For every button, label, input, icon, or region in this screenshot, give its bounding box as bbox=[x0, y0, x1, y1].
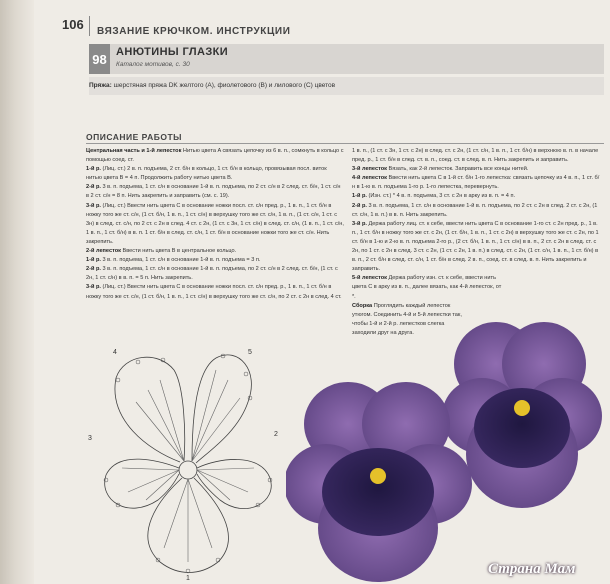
running-head: ВЯЗАНИЕ КРЮЧКОМ. ИНСТРУКЦИИ bbox=[97, 26, 291, 37]
instruction-text: Держа работу изн. ст. к себе, ввести нить цвета C в арку из в. п., далее вязать, как 4-й лепесток, от *. bbox=[352, 275, 502, 300]
instruction-lead: Сборка bbox=[352, 302, 373, 309]
instruction-text: Вязать, как 2-й лепесток. Заправить все концы нитей. bbox=[386, 166, 529, 173]
instruction-text: (Лиц. ст.) Ввести нить цвета C в основание ножки посл. ст. с/н пред. р., 1 в. п., 1 ст. б/н в ножку того же ст. с/н, (1 ст. б/н, 1 в. п., 1 ст. с/н) в верхушку того же ст. с/н, по 2 ст. с 2н в след. 4 ст. bbox=[86, 284, 342, 300]
instruction-lead: 3-й р. bbox=[86, 284, 101, 291]
instruction-lead: 2-й р. bbox=[86, 266, 101, 273]
pansy-left bbox=[286, 382, 472, 582]
instruction-text: Проглядить каждый лепесток утюгом. Соединить 4-й и 5-й лепестки так, чтобы 1-й и 2-й р. лепестков слегка заходили друг на друга. bbox=[352, 302, 462, 336]
instruction-paragraph bbox=[86, 147, 344, 165]
pansy-yellow-center bbox=[514, 400, 530, 416]
crochet-diagram bbox=[88, 340, 288, 580]
yarn-line bbox=[89, 82, 335, 89]
instruction-paragraph bbox=[86, 265, 344, 283]
instruction-lead: 5-й лепесток bbox=[352, 275, 387, 282]
instruction-paragraph bbox=[352, 147, 602, 165]
motif-catalog-ref: Каталог мотивов, с. 30 bbox=[116, 61, 190, 68]
instruction-lead: 2-й р. bbox=[352, 202, 367, 209]
instruction-text: (Лиц. ст.) Ввести нить цвета C в основание ножки посл. ст. с/н пред. р., 1 в. п., 1 ст. б/н в ножку того же ст. с/н, (1 ст. б/н, 1 в. п., 1 ст. с/н) в верхушку того же ст. с/н, 1 в. п., (1 ст. с/н, 1 ст. с 3н) в след. ст. с/н, по 2 ст. с 2н в след. 4 ст. с 2н, (1 ст. с 3н, 1 ст. с/н) в след. ст. с/н, (1 в. п., 1 ст. с/н, 1 в. п., 1 ст. б/н) в в. п. 1 ст. б/н в след. ст. с/н, 1 ст. б/н в основание ножки того же ст. с/н. Нить закрепить. bbox=[86, 202, 344, 245]
section-divider bbox=[86, 143, 604, 144]
instruction-paragraph bbox=[86, 183, 344, 201]
instruction-paragraph bbox=[352, 174, 602, 192]
motif-title: АНЮТИНЫ ГЛАЗКИ bbox=[116, 46, 229, 58]
watermark-logo: Страна Мам bbox=[488, 561, 576, 577]
petal-3-outline bbox=[105, 459, 179, 508]
instruction-text: Держа работу лиц. ст. к себе, ввести нить цвета C в основание 1-го ст. с 2н пред. р., 1 в. п., 1 ст. б/н в ножку того же ст. с 2н, (1 ст. б/н, 1 в. п., 1 ст. с 2н) в верхушку того же ст. с 2н, по 1 ст. б/н в 1-ю и 2-ю в. п. подъема 2-го р., (2 ст. б/н, 1 в. п., 1 ст. с/н) в в. п., 2 ст. с 2н в след. ст. с 2н, по 1 ст. с 2н в след. 3 ст. с 2н, (1 ст. с 2н, 1 в. п.) в след. ст. с 2н, (1 ст. с/н, 1 в. п., 1 ст. б/н) в в. п., 2 ст. б/н в след. ст. с/н, 1 ст. б/н в след. 2 в. п., соед. ст. в след. в. п. Нить закрепить и заправить. bbox=[352, 220, 599, 273]
yarn-text: шерстяная пряжа DK желтого (A), фиолетового (B) и лилового (C) цветов bbox=[111, 82, 336, 89]
instruction-paragraph bbox=[352, 192, 602, 201]
instruction-text: 1 в. п., (1 ст. с 3н, 1 ст. с 2н) в след. ст. с 2н, (1 ст. с/н, 1 в. п., 1 ст. б/н) в верхнюю в. п. в начале пред. р., 1 ст. б/н в след. ст. в. п., соед. ст. в след. в. п. Нить закрепить и заправить. bbox=[352, 148, 599, 164]
instruction-text: Ввести нить цвета C в 1-й ст. б/н 1-го лепестка: связать цепочку из 4 в. п., 1 ст. б/н в 1-ю в. п. подъема 1-го р. 1-го лепестка, перевернуть. bbox=[352, 175, 600, 191]
pansy-yellow-center bbox=[370, 468, 386, 484]
header-divider bbox=[89, 16, 90, 36]
instruction-lead: 1-й р. bbox=[86, 166, 101, 173]
instructions-right-column bbox=[352, 147, 602, 338]
diagram-label-3: 3 bbox=[88, 435, 92, 442]
instructions-left-column bbox=[86, 147, 344, 302]
instruction-text: (Изн. ст.) * 4 в. п. подъема, 3 ст. с 2н в арку из в. п. = 4 п. bbox=[366, 193, 516, 200]
instruction-paragraph bbox=[86, 202, 344, 247]
petal-dark-center bbox=[322, 448, 434, 536]
instruction-paragraph bbox=[86, 165, 344, 183]
instruction-lead: 1-й р. bbox=[352, 193, 367, 200]
instruction-lead: Центральная часть и 1-й лепесток bbox=[86, 148, 182, 154]
instruction-text: Нитью цвета A связать цепочку из 6 в. п., сомкнуть в кольцо с помощью соед. ст. bbox=[86, 148, 344, 164]
motif-number-badge: 98 bbox=[89, 44, 110, 74]
instruction-paragraph bbox=[352, 202, 602, 220]
section-heading: ОПИСАНИЕ РАБОТЫ bbox=[86, 132, 182, 142]
instruction-paragraph bbox=[86, 283, 344, 301]
instruction-text: Ввести нить цвета B в центральное кольцо. bbox=[120, 248, 237, 255]
instruction-text: (Лиц. ст.) 2 в. п. подъема, 2 ст. б/н в кольцо, 1 ст. б/н в кольцо, провязывая посл. виток нитью цвета B = 4 п. Продолжить работу нитью цвета B. bbox=[86, 166, 327, 182]
instruction-text: 3 в. п. подъема, 1 ст. с/н в основание 1-й в. п. подъема, по 2 ст. с/н в 2 след. ст. б/н, (1 ст. с 2н, 1 ст. с/н) в в. п. = 5 п. Нить закрепить. bbox=[86, 266, 338, 282]
instruction-lead: 1-й р. bbox=[86, 257, 101, 264]
instruction-lead: 3-й р. bbox=[86, 202, 101, 209]
pansy-photo bbox=[286, 316, 606, 584]
center-ring bbox=[179, 461, 197, 479]
petal-5-outline bbox=[192, 355, 251, 463]
instruction-lead: 4-й лепесток bbox=[352, 175, 387, 182]
instruction-paragraph bbox=[352, 274, 502, 301]
diagram-label-5: 5 bbox=[248, 349, 252, 356]
instruction-text: 3 в. п. подъема, 1 ст. с/н в основание 1-й в. п. подъема, по 2 ст. с 2н в след. 2 ст. с 2н, (1 ст. с/н, 1 в. п.) в в. п. Нить закрепить. bbox=[352, 202, 598, 218]
petal-2-outline bbox=[197, 459, 271, 508]
instruction-lead: 3-й р. bbox=[352, 220, 367, 227]
diagram-label-1: 1 bbox=[186, 575, 190, 580]
page-number: 106 bbox=[62, 17, 84, 32]
diagram-label-2: 2 bbox=[274, 431, 278, 438]
instruction-lead: 3-й лепесток bbox=[352, 166, 387, 173]
instruction-lead: 2-й лепесток bbox=[86, 248, 121, 255]
instruction-lead: 2-й р. bbox=[86, 184, 101, 191]
instruction-text: 3 в. п. подъема, 1 ст. с/н в основание 1-й в. п. подъема, по 2 ст. с/н в 2 след. ст. б/н, 1 ст. с/н в 2 ст. с/н = 8 п. Нить закрепить и заправить (см. с. 19). bbox=[86, 184, 341, 200]
book-spine-shadow bbox=[0, 0, 34, 584]
instruction-paragraph bbox=[86, 256, 344, 265]
instruction-text: 3 в. п. подъема, 1 ст. с/н в основание 1-й в. п. подъема = 3 п. bbox=[100, 257, 261, 264]
instruction-paragraph bbox=[352, 165, 602, 174]
instruction-paragraph bbox=[86, 247, 344, 256]
yarn-label: Пряжа: bbox=[89, 82, 112, 89]
instruction-paragraph bbox=[352, 220, 602, 275]
diagram-label-4: 4 bbox=[113, 349, 117, 356]
petal-4-outline bbox=[115, 357, 185, 462]
